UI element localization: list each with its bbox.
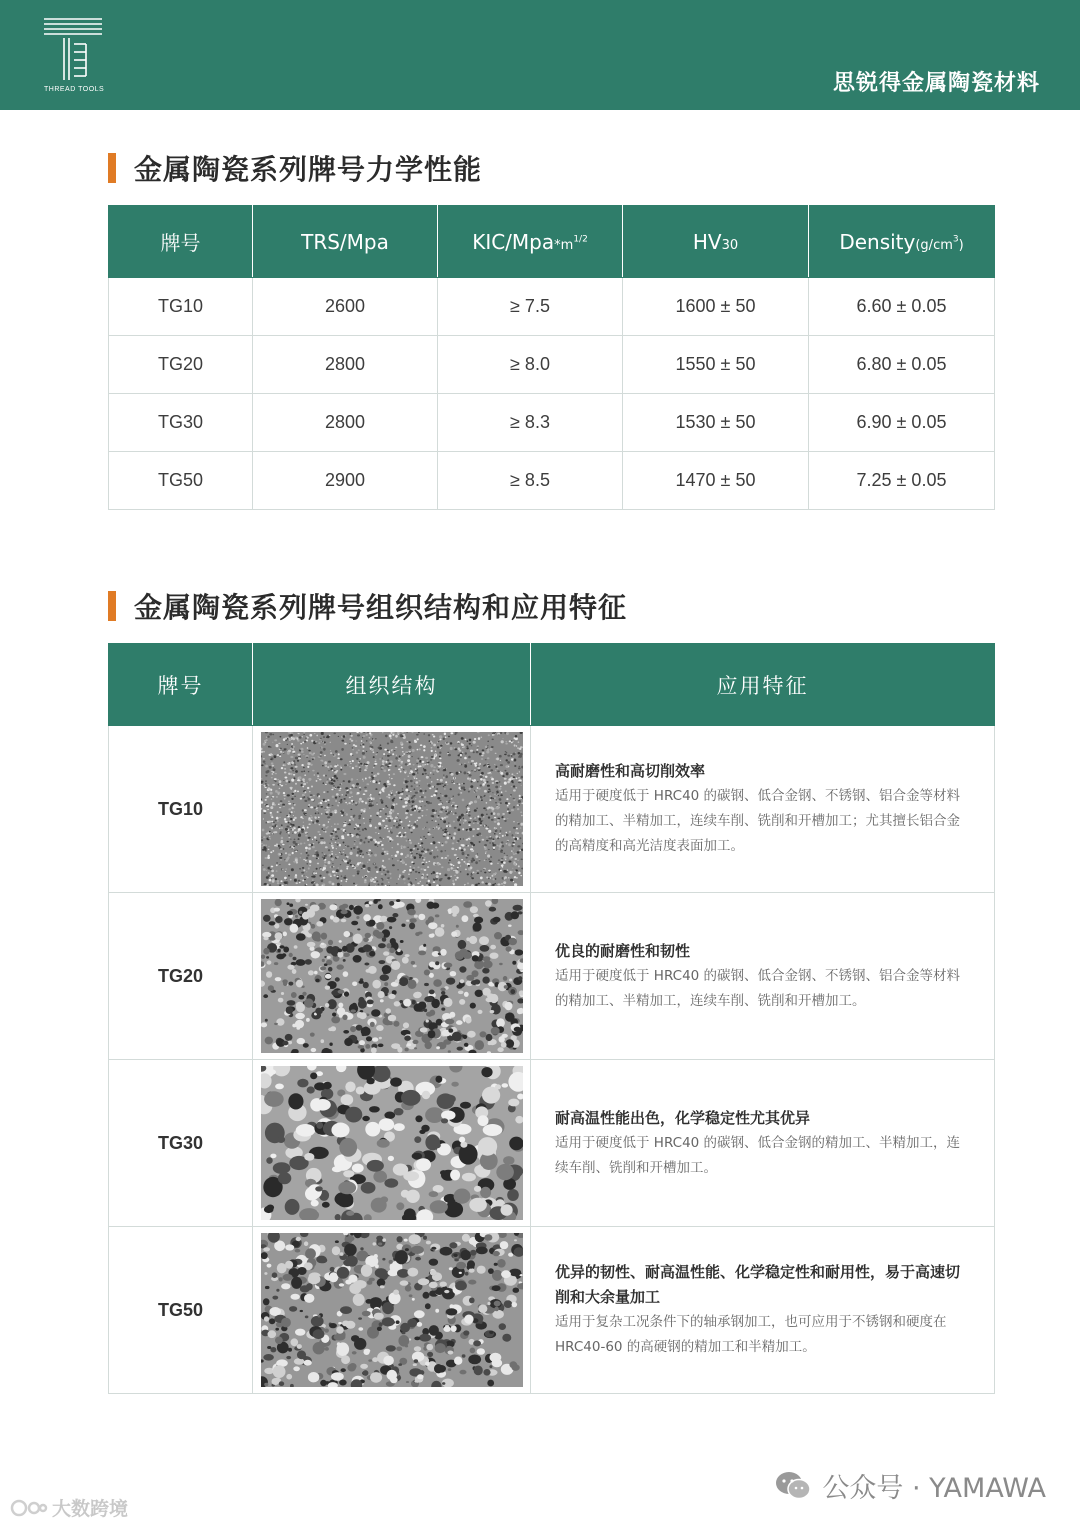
section-heading: 金属陶瓷系列牌号组织结构和应用特征 bbox=[134, 591, 628, 624]
cell-grade: TG20 bbox=[109, 336, 253, 394]
col-hv-header bbox=[623, 206, 809, 278]
cell-kic: ≥ 8.5 bbox=[438, 452, 623, 510]
kic-unit: *m bbox=[554, 237, 574, 253]
section-accent-bar bbox=[108, 153, 116, 183]
col-structure-header: 组织结构 bbox=[253, 644, 531, 726]
cell-structure bbox=[253, 1227, 531, 1394]
page-header bbox=[0, 0, 1080, 110]
table-row bbox=[109, 278, 995, 336]
cell-hv: 1530 ± 50 bbox=[623, 394, 809, 452]
table-header-row bbox=[109, 644, 995, 726]
cell-density: 7.25 ± 0.05 bbox=[809, 452, 995, 510]
cell-application bbox=[531, 726, 995, 893]
cell-hv: 1550 ± 50 bbox=[623, 336, 809, 394]
feature-description: 适用于硬度低于 HRC40 的碳钢、低合金钢、不锈钢、铝合金等材料的精加工、半精加工，连续车削、铣削和开槽加工；尤其擅长铝合金的高精度和高光洁度表面加工。 bbox=[555, 788, 961, 854]
section-accent-bar bbox=[108, 591, 116, 621]
cell-trs: 2800 bbox=[253, 336, 438, 394]
cell-grade: TG30 bbox=[109, 394, 253, 452]
table-row bbox=[109, 1227, 995, 1394]
table-row bbox=[109, 726, 995, 893]
wechat-label-text: 公众号 · YAMAWA bbox=[822, 1473, 1046, 1504]
cell-grade: TG10 bbox=[109, 278, 253, 336]
cell-kic: ≥ 8.3 bbox=[438, 394, 623, 452]
cell-kic: ≥ 8.0 bbox=[438, 336, 623, 394]
watermark-text: 大数跨境 bbox=[52, 1498, 129, 1520]
cell-application bbox=[531, 1227, 995, 1394]
cell-hv: 1470 ± 50 bbox=[623, 452, 809, 510]
table-row bbox=[109, 336, 995, 394]
table-row bbox=[109, 394, 995, 452]
cell-trs: 2600 bbox=[253, 278, 438, 336]
cell-density: 6.60 ± 0.05 bbox=[809, 278, 995, 336]
hv-label: HV bbox=[692, 229, 722, 254]
feature-title: 高耐磨性和高切削效率 bbox=[555, 762, 706, 780]
cell-hv: 1600 ± 50 bbox=[623, 278, 809, 336]
density-label: Density bbox=[839, 229, 916, 254]
density-unit: (g/cm bbox=[915, 237, 953, 253]
cell-density: 6.80 ± 0.05 bbox=[809, 336, 995, 394]
section-title-mechanical bbox=[108, 152, 482, 184]
cell-grade: TG20 bbox=[109, 893, 253, 1060]
col-application-header: 应用特征 bbox=[531, 644, 995, 726]
cell-grade: TG10 bbox=[109, 726, 253, 893]
feature-description: 适用于硬度低于 HRC40 的碳钢、低合金钢的精加工、半精加工，连续车削、铣削和开槽加工。 bbox=[555, 1134, 961, 1176]
kic-label: KIC/Mpa bbox=[472, 229, 555, 254]
density-close: ) bbox=[958, 237, 964, 253]
wechat-account-label bbox=[774, 1466, 1046, 1505]
cell-grade: TG50 bbox=[109, 452, 253, 510]
cell-kic: ≥ 7.5 bbox=[438, 278, 623, 336]
table-row bbox=[109, 893, 995, 1060]
microstructure-image bbox=[261, 1066, 523, 1220]
cell-trs: 2800 bbox=[253, 394, 438, 452]
section-heading: 金属陶瓷系列牌号力学性能 bbox=[134, 153, 483, 186]
col-trs-header: TRS/Mpa bbox=[253, 206, 438, 278]
thread-tools-logo-icon bbox=[42, 16, 106, 96]
cell-trs: 2900 bbox=[253, 452, 438, 510]
col-grade-header: 牌号 bbox=[109, 206, 253, 278]
cell-grade: TG50 bbox=[109, 1227, 253, 1394]
mechanical-properties-table bbox=[108, 205, 995, 510]
table-header-row bbox=[109, 206, 995, 278]
microstructure-image bbox=[261, 1233, 523, 1387]
kic-exponent: 1/2 bbox=[573, 233, 588, 244]
feature-title: 优异的韧性、耐高温性能、化学稳定性和耐用性，易于高速切削和大余量加工 bbox=[555, 1263, 961, 1306]
wechat-icon bbox=[774, 1470, 812, 1502]
cell-density: 6.90 ± 0.05 bbox=[809, 394, 995, 452]
feature-title: 耐高温性能出色，化学稳定性尤其优异 bbox=[555, 1108, 811, 1127]
cell-application bbox=[531, 1060, 995, 1227]
microstructure-image bbox=[261, 732, 523, 886]
watermark-logo-icon bbox=[10, 1496, 48, 1520]
logo-text: THREAD TOOLS bbox=[44, 86, 105, 93]
section-title-structure bbox=[108, 590, 627, 622]
brand-title: 思锐得金属陶瓷材料 bbox=[832, 71, 1040, 96]
col-kic-header bbox=[438, 206, 623, 278]
table-row bbox=[109, 1060, 995, 1227]
table-row bbox=[109, 452, 995, 510]
microstructure-image bbox=[261, 899, 523, 1053]
col-density-header bbox=[809, 206, 995, 278]
structure-application-table bbox=[108, 643, 995, 1394]
cell-grade: TG30 bbox=[109, 1060, 253, 1227]
density-exponent: 3 bbox=[952, 233, 959, 244]
feature-title: 优良的耐磨性和韧性 bbox=[555, 941, 691, 960]
cell-structure bbox=[253, 893, 531, 1060]
col-grade-header: 牌号 bbox=[109, 644, 253, 726]
cell-application bbox=[531, 893, 995, 1060]
feature-description: 适用于硬度低于 HRC40 的碳钢、低合金钢、不锈钢、铝合金等材料的精加工、半精加工，连续车削、铣削和开槽加工。 bbox=[555, 967, 961, 1009]
feature-description: 适用于复杂工况条件下的轴承钢加工，也可应用于不锈钢和硬度在 HRC40-60 的高硬钢的精加工和半精加工。 bbox=[555, 1314, 947, 1355]
hv-subscript: 30 bbox=[721, 237, 739, 253]
watermark bbox=[10, 1494, 128, 1521]
cell-structure bbox=[253, 1060, 531, 1227]
cell-structure bbox=[253, 726, 531, 893]
